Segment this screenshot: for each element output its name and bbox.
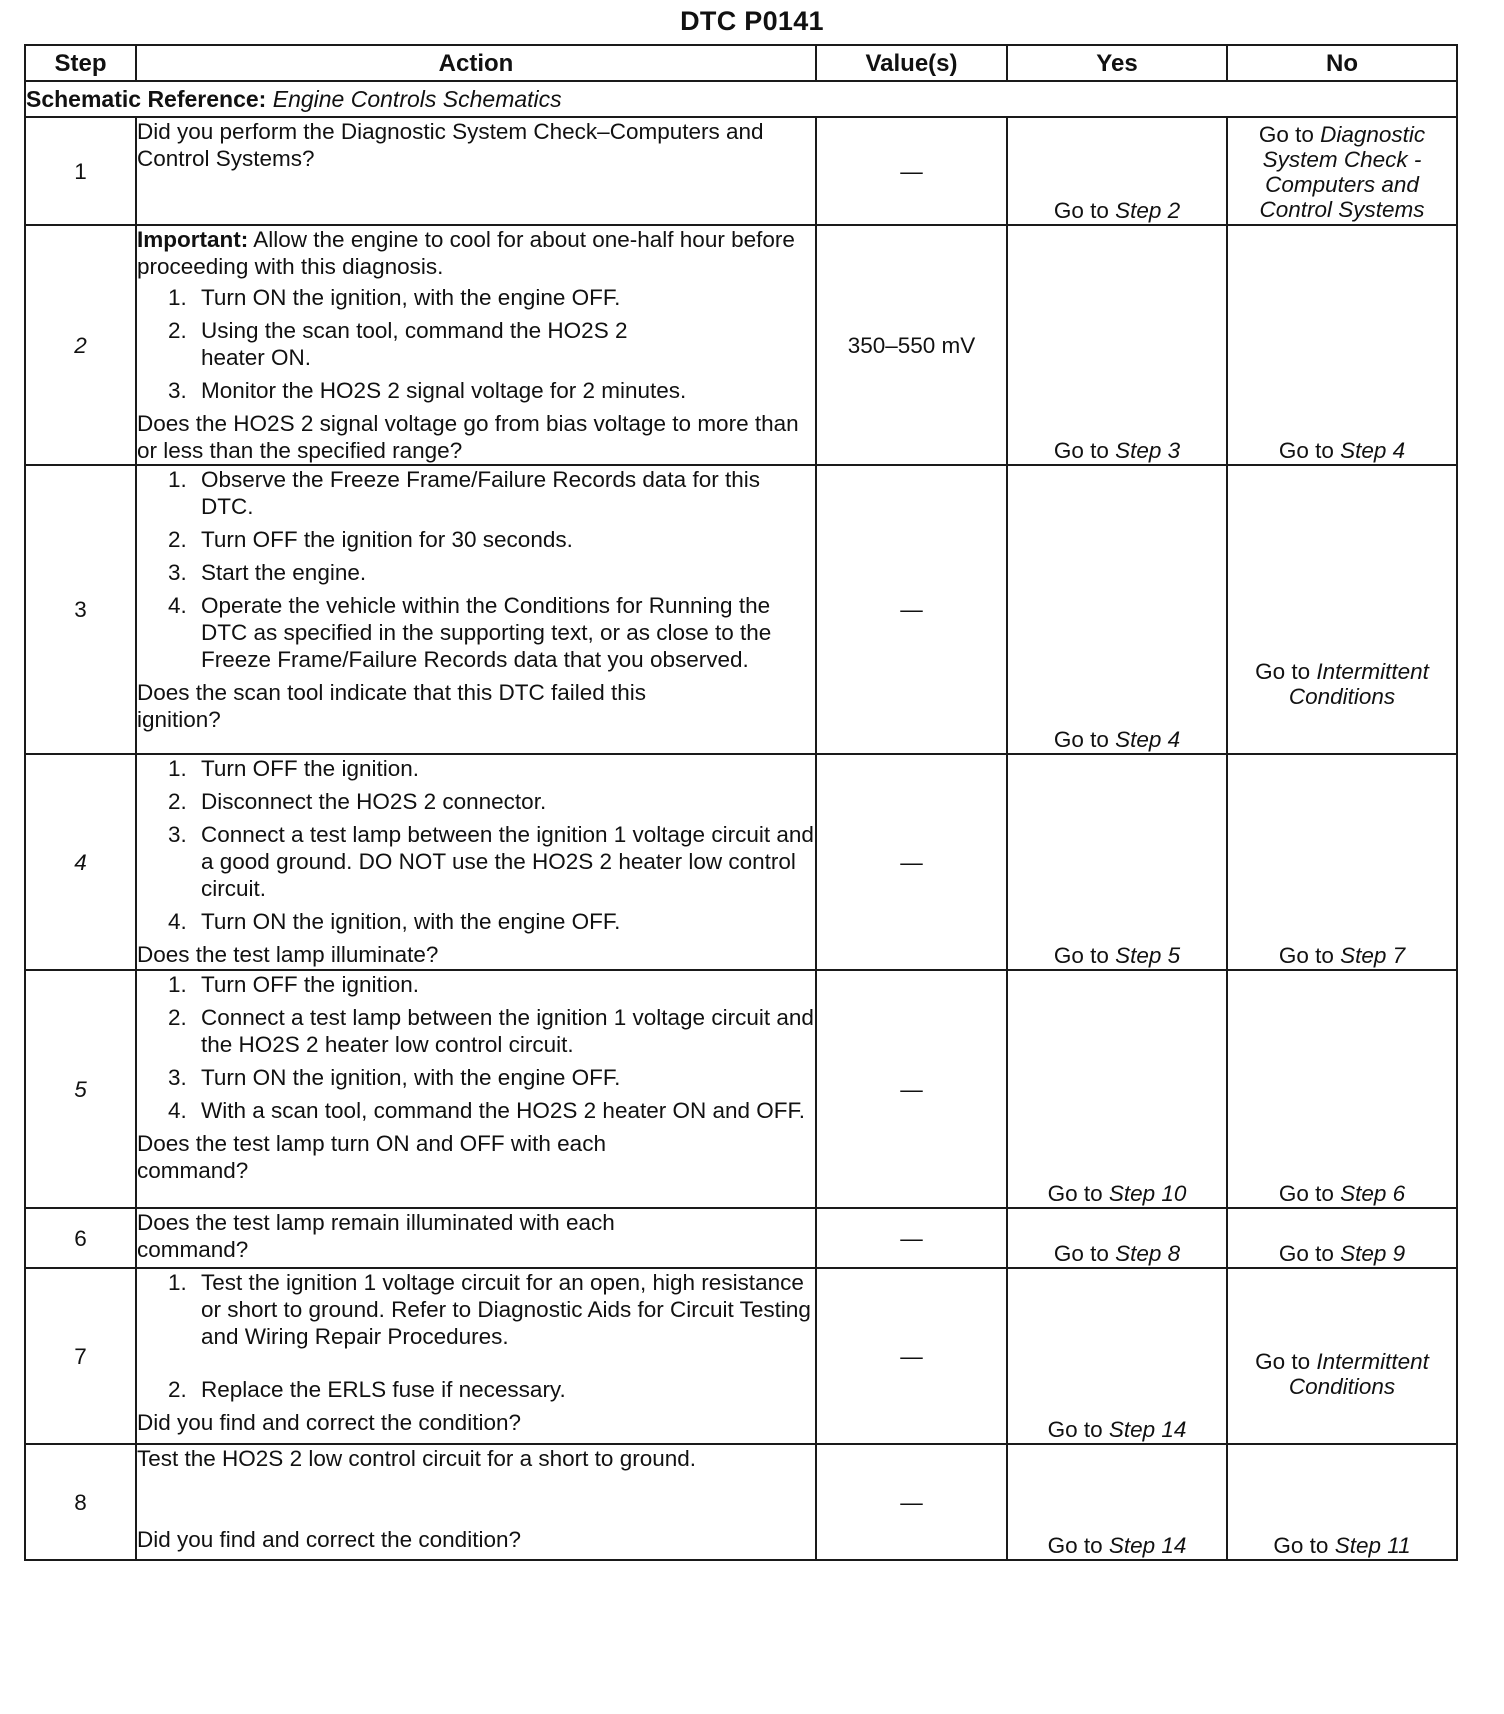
yes-cell [1007,225,1227,465]
go-to-label: Go to [1278,438,1334,463]
go-to-label: Go to [1047,1181,1103,1206]
procedure-step: 2. Connect a test lamp between the ignition 1 voltage circuit and the HO2S 2 heater low control circuit. [193,1004,815,1058]
no-link-line: Control Systems [1259,197,1425,222]
table-row [25,970,1457,1208]
table-row [25,117,1457,225]
action-cell [136,1208,816,1268]
no-cell [1227,1208,1457,1268]
procedure-step: 1. Turn OFF the ignition. [193,971,815,998]
yes-cell [1007,754,1227,970]
no-link-line: Intermittent [1316,659,1429,684]
no-step-link: Step 6 [1340,1181,1406,1206]
procedure-step: 4. Operate the vehicle within the Conditions for Running the DTC as specified in the supporting text, or as close to the Freeze Frame/Failure Records data that you observed. [193,592,815,673]
go-to-label: Go to [1047,1533,1103,1558]
page-title: DTC P0141 [680,6,824,36]
go-to-label: Go to [1278,943,1334,968]
procedure-list [137,971,815,1124]
value-cell: — [816,754,1007,970]
important-label: Important: [137,227,249,252]
no-cell [1227,1444,1457,1560]
action-question: Does the test lamp turn ON and OFF with each command? [137,1131,606,1183]
procedure-step: 1. Test the ignition 1 voltage circuit for an open, high resistance or short to ground. Refer to Diagnostic Aids for Circuit Testing and Wiring Repair Procedures. [193,1269,815,1350]
important-note [137,226,815,280]
header-action: Action [136,45,816,81]
go-to-label: Go to [1053,438,1109,463]
procedure-step: 1. Turn OFF the ignition. [193,755,815,782]
schematic-link: Engine Controls Schematics [272,85,562,112]
no-cell [1227,117,1457,225]
table-row [25,225,1457,465]
table-row [25,754,1457,970]
step-number: 8 [25,1444,136,1560]
no-link-line: Computers and [1265,172,1419,197]
action-cell [136,754,816,970]
procedure-step: 3. Connect a test lamp between the ignition 1 voltage circuit and a good ground. DO NOT use the HO2S 2 heater low control circuit. [193,821,815,902]
yes-step-link: Step 3 [1115,438,1181,463]
value-cell: — [816,1268,1007,1444]
header-no: No [1227,45,1457,81]
important-text: Allow the engine to cool for about one-half hour before proceeding with this diagnosis. [137,227,795,279]
step-number: 1 [25,117,136,225]
procedure-list [137,284,815,404]
header-values: Value(s) [816,45,1007,81]
procedure-step: 1. Observe the Freeze Frame/Failure Records data for this DTC. [193,466,815,520]
go-to-label: Go to [1053,727,1109,752]
yes-cell [1007,117,1227,225]
go-to-label: Go to [1278,1241,1334,1266]
procedure-list [137,755,815,935]
no-step-link: Step 4 [1340,438,1406,463]
action-cell [136,465,816,754]
value-cell: — [816,1208,1007,1268]
action-question: Does the HO2S 2 signal voltage go from bias voltage to more than or less than the specified range? [137,411,799,463]
table-row [25,1268,1457,1444]
no-cell [1227,1268,1457,1444]
action-question: Does the test lamp illuminate? [137,942,439,967]
yes-cell [1007,1268,1227,1444]
table-row [25,465,1457,754]
yes-step-link: Step 4 [1115,727,1181,752]
diagnostic-table [24,44,1458,1561]
step-number: 2 [25,225,136,465]
table-row [25,1208,1457,1268]
no-step-link: Step 7 [1340,943,1406,968]
action-question: Did you perform the Diagnostic System Check–Computers and Control Systems? [137,119,764,171]
value-cell: 350–550 mV [816,225,1007,465]
yes-step-link: Step 8 [1115,1241,1181,1266]
procedure-step: 3. Turn ON the ignition, with the engine OFF. [193,1064,815,1091]
no-cell [1227,754,1457,970]
procedure-step: 4. With a scan tool, command the HO2S 2 heater ON and OFF. [193,1097,815,1124]
procedure-step: 2. Using the scan tool, command the HO2S 2 heater ON. [193,317,641,371]
procedure-step: 2. Turn OFF the ignition for 30 seconds. [193,526,815,553]
procedure-step: 2. Disconnect the HO2S 2 connector. [193,788,815,815]
procedure-step: 3. Monitor the HO2S 2 signal voltage for 2 minutes. [193,377,815,404]
action-cell [136,1268,816,1444]
schematic-reference [25,81,1457,117]
no-cell [1227,225,1457,465]
yes-cell [1007,970,1227,1208]
action-cell [136,225,816,465]
value-cell: — [816,970,1007,1208]
no-link-line: Conditions [1288,684,1396,709]
table-row [25,1444,1457,1560]
action-question: Does the scan tool indicate that this DTC failed this ignition? [137,680,647,732]
no-step-link: Step 9 [1340,1241,1406,1266]
procedure-step: 4. Turn ON the ignition, with the engine OFF. [193,908,815,935]
step-number: 4 [25,754,136,970]
yes-cell [1007,465,1227,754]
procedure-step: 2. Replace the ERLS fuse if necessary. [193,1376,815,1403]
go-to-label: Go to [1255,1349,1311,1374]
action-question: Does the test lamp remain illuminated with each command? [137,1210,615,1262]
action-instruction: Test the HO2S 2 low control circuit for a short to ground. [137,1446,697,1471]
step-number: 7 [25,1268,136,1444]
schematic-label: Schematic Reference: [26,85,267,112]
procedure-step: 3. Start the engine. [193,559,815,586]
no-step-link: Step 11 [1334,1533,1411,1558]
yes-step-link: Step 14 [1108,1533,1187,1558]
go-to-label: Go to [1255,659,1311,684]
no-link-line: System Check - [1262,147,1422,172]
no-link-line: Conditions [1288,1374,1396,1399]
procedure-list [137,466,815,673]
no-cell [1227,465,1457,754]
no-link-line: Diagnostic [1320,122,1426,147]
yes-step-link: Step 10 [1108,1181,1187,1206]
yes-cell [1007,1208,1227,1268]
go-to-label: Go to [1273,1533,1329,1558]
value-cell: — [816,465,1007,754]
go-to-label: Go to [1278,1181,1334,1206]
action-question: Did you find and correct the condition? [137,1410,521,1435]
yes-step-link: Step 2 [1115,198,1181,223]
step-number: 3 [25,465,136,754]
value-cell: — [816,1444,1007,1560]
no-cell [1227,970,1457,1208]
go-to-label: Go to [1053,943,1109,968]
go-to-label: Go to [1053,1241,1109,1266]
step-number: 5 [25,970,136,1208]
no-link-line: Intermittent [1316,1349,1429,1374]
yes-step-link: Step 14 [1108,1417,1187,1442]
header-row [25,45,1457,81]
header-yes: Yes [1007,45,1227,81]
go-to-label: Go to [1047,1417,1103,1442]
action-question: Did you find and correct the condition? [137,1527,521,1552]
header-step: Step [25,45,136,81]
procedure-list [137,1269,815,1403]
yes-cell [1007,1444,1227,1560]
go-to-label: Go to [1258,122,1314,147]
go-to-label: Go to [1053,198,1109,223]
action-cell [136,1444,816,1560]
yes-step-link: Step 5 [1115,943,1181,968]
action-cell [136,117,816,225]
action-cell [136,970,816,1208]
procedure-step: 1. Turn ON the ignition, with the engine OFF. [193,284,815,311]
schematic-reference-row [25,81,1457,117]
value-cell: — [816,117,1007,225]
step-number: 6 [25,1208,136,1268]
